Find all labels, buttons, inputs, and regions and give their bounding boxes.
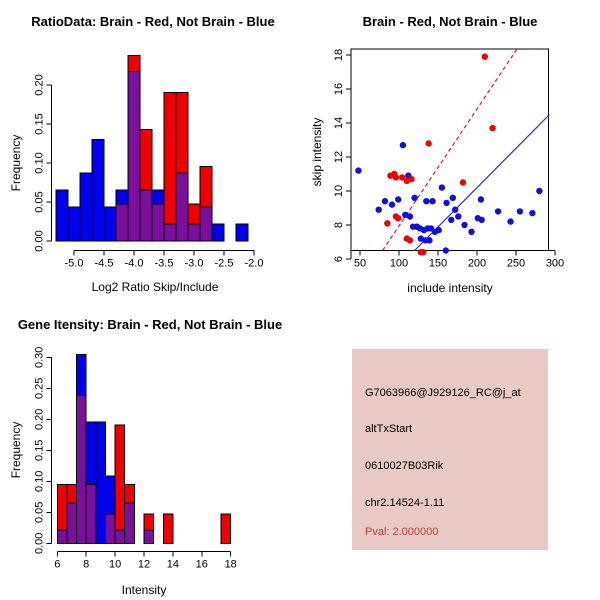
point-not-brain	[407, 213, 413, 219]
point-not-brain	[468, 229, 474, 235]
ratio-histogram-x-axis	[65, 251, 264, 270]
info-line-probe-id: G7063966@J929126_RC@j_at	[365, 387, 521, 399]
point-brain	[407, 237, 413, 243]
hist-bar-overlap	[188, 224, 200, 241]
ratio-histogram	[34, 55, 264, 269]
point-not-brain	[450, 195, 456, 201]
gene-hist-title: Gene Itensity: Brain - Red, Not Brain - Blue	[17, 317, 283, 332]
scatter-y-tick-label: 6	[333, 255, 345, 263]
hist-bar-overlap	[57, 530, 67, 543]
scatter-x-tick-label: 50	[353, 257, 367, 270]
hist-bar-overlap	[116, 204, 128, 241]
scatter-y-tick-label: 8	[333, 221, 345, 229]
point-not-brain	[478, 217, 484, 223]
gene-histogram-y-axis	[34, 347, 52, 554]
gene-histogram-y-tick-label: 0.25	[33, 377, 46, 400]
info-line-pval: Pval: 2.000000	[365, 526, 439, 538]
point-not-brain	[443, 200, 449, 206]
hist-bar-not-brain	[92, 139, 104, 241]
scatter-x-axis	[351, 251, 564, 270]
point-not-brain	[529, 210, 535, 216]
gene-hist-ylabel: Frequency	[9, 421, 23, 479]
point-not-brain	[495, 208, 501, 214]
gene-histogram-x-tick-label: 10	[108, 558, 122, 571]
point-not-brain	[400, 142, 406, 148]
ratio-histogram-x-tick-label: -5.0	[64, 257, 84, 270]
ratio-histogram-x-tick-label: -4.0	[124, 257, 144, 270]
point-not-brain	[376, 207, 382, 213]
gene-histogram-y-tick-label: 0.10	[33, 470, 46, 493]
hist-bar-overlap	[164, 224, 176, 241]
point-not-brain	[395, 196, 401, 202]
hist-bar-overlap	[125, 503, 135, 543]
gene-histogram-x-axis	[54, 552, 237, 571]
scatter-y-axis	[333, 49, 351, 262]
point-not-brain	[452, 207, 458, 213]
point-brain	[384, 220, 390, 226]
hist-bar-overlap	[140, 190, 152, 241]
ratio-histogram-y-tick-label: 0.05	[33, 191, 46, 213]
point-brain	[482, 54, 488, 60]
info-line-locus: chr2.14524-1.11	[365, 497, 445, 509]
point-not-brain	[507, 218, 513, 224]
hist-bar-overlap	[115, 530, 125, 543]
scatter-y-tick-label: 18	[333, 48, 345, 62]
gene-histogram-y-tick-label: 0.15	[33, 439, 46, 462]
point-not-brain	[423, 198, 429, 204]
gene-histogram-y-tick-label: 0.20	[33, 408, 46, 431]
scatter-y-tick-label: 12	[333, 150, 345, 164]
gene-histogram-y-tick-label: 0.05	[33, 501, 46, 524]
scatter-ylabel: skip intensity	[310, 117, 324, 187]
hist-bar-not-brain	[80, 173, 92, 241]
gene-histogram-x-tick-label: 8	[83, 558, 90, 571]
gene-histogram-y-tick-label: 0.30	[33, 346, 46, 369]
point-not-brain	[436, 227, 442, 233]
gene-histogram-bars	[57, 355, 230, 544]
hist-bar-not-brain	[96, 422, 106, 543]
gene-histogram-x-tick-label: 12	[137, 558, 151, 571]
info-line-gene-symbol: 0610027B03Rik	[365, 460, 444, 472]
ratio-histogram-bars	[56, 55, 248, 241]
scatter-plot	[333, 48, 564, 269]
point-not-brain	[443, 247, 449, 253]
hist-bar-overlap	[176, 173, 188, 241]
hist-bar-not-brain	[68, 207, 80, 241]
scatter-y-tick-label: 10	[333, 184, 345, 198]
gene-histogram-x-tick-label: 14	[166, 558, 180, 571]
scatter-x-tick-label: 200	[467, 257, 487, 270]
scatter-x-tick-label: 250	[506, 257, 526, 270]
hist-bar-overlap	[144, 530, 154, 543]
info-line-event-type: altTxStart	[365, 423, 413, 435]
point-not-brain	[411, 195, 417, 201]
point-brain	[393, 174, 399, 180]
point-brain	[395, 215, 401, 221]
ratio-histogram-x-tick-label: -2.5	[214, 257, 234, 270]
ratio-histogram-y-tick-label: 0.00	[33, 230, 46, 252]
gene-histogram	[34, 347, 237, 571]
gene-histogram-x-tick-label: 6	[54, 558, 61, 571]
ratio-histogram-x-tick-label: -3.5	[154, 257, 174, 270]
hist-bar-overlap	[128, 71, 140, 241]
ratio-histogram-x-tick-label: -3.0	[184, 257, 204, 270]
hist-bar-not-brain	[212, 224, 224, 241]
scatter-title: Brain - Red, Not Brain - Blue	[362, 14, 538, 29]
gene-histogram-x-tick-label: 16	[195, 558, 208, 571]
hist-bar-overlap	[200, 207, 212, 241]
scatter-x-tick-label: 100	[389, 257, 409, 270]
point-not-brain	[478, 196, 484, 202]
point-not-brain	[439, 184, 445, 190]
point-not-brain	[536, 188, 542, 194]
ratio-histogram-y-tick-label: 0.10	[33, 152, 46, 174]
ratio-histogram-y-tick-label: 0.15	[33, 113, 46, 135]
point-not-brain	[389, 201, 395, 207]
ratio-histogram-x-tick-label: -4.5	[94, 257, 114, 270]
ratio-histogram-y-tick-label: 0.20	[33, 74, 46, 96]
point-not-brain	[426, 237, 432, 243]
point-not-brain	[355, 167, 361, 173]
scatter-xlabel: include intensity	[407, 281, 493, 295]
gene-histogram-x-tick-label: 18	[224, 558, 237, 571]
scatter-x-tick-label: 150	[428, 257, 448, 270]
point-not-brain	[448, 217, 454, 223]
scatter-y-tick-label: 14	[333, 116, 345, 130]
gene-histogram-y-tick-label: 0.00	[33, 532, 46, 555]
gene-hist-xlabel: Intensity	[121, 583, 167, 597]
point-brain	[460, 179, 466, 185]
point-not-brain	[429, 198, 435, 204]
ratio-histogram-x-tick-label: -2.0	[244, 257, 264, 270]
point-not-brain	[461, 222, 467, 228]
hist-bar-not-brain	[104, 207, 116, 241]
hist-bar-overlap	[67, 503, 77, 543]
hist-bar-brain	[115, 425, 125, 543]
hist-bar-brain	[163, 514, 173, 544]
hist-bar-not-brain	[236, 224, 248, 241]
ratio-histogram-y-axis	[34, 74, 52, 251]
ratio-hist-xlabel: Log2 Ratio Skip/Include	[91, 280, 219, 294]
hist-bar-overlap	[86, 484, 96, 543]
hist-bar-overlap	[105, 514, 115, 544]
ratio-hist-ylabel: Frequency	[9, 134, 23, 192]
hist-bar-brain	[221, 514, 231, 544]
point-brain	[408, 176, 414, 182]
scatter-y-tick-label: 16	[333, 82, 345, 96]
hist-bar-overlap	[152, 204, 164, 241]
hist-bar-not-brain	[56, 190, 68, 241]
point-brain	[420, 249, 426, 255]
hist-bar-overlap	[77, 396, 87, 544]
scatter-points-not-brain	[355, 142, 542, 254]
point-brain	[425, 140, 431, 146]
scatter-x-tick-label: 300	[545, 257, 565, 270]
hist-bar-brain	[164, 92, 176, 241]
point-not-brain	[382, 198, 388, 204]
ratio-hist-title: RatioData: Brain - Red, Not Brain - Blue	[31, 14, 275, 29]
info-panel	[352, 349, 548, 550]
point-not-brain	[455, 213, 461, 219]
point-not-brain	[517, 208, 523, 214]
point-brain	[489, 125, 495, 131]
